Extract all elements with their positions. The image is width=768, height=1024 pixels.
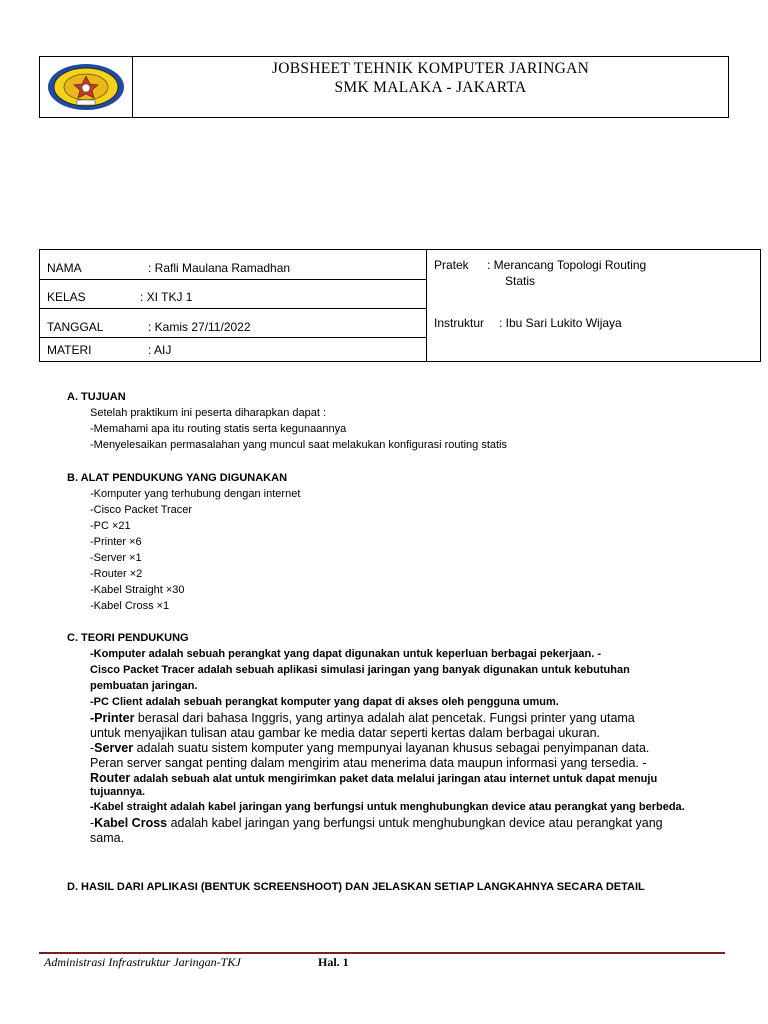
printer-term: -Printer	[90, 711, 135, 725]
pratek-label: Pratek	[434, 258, 469, 272]
kelas-label: KELAS	[47, 290, 86, 304]
nama-label: NAMA	[47, 261, 82, 275]
header-title-line2: SMK MALAKA - JAKARTA	[334, 79, 527, 96]
section-a-item: -Menyelesaikan permasalahan yang muncul saat melakukan konfigurasi routing statis	[90, 439, 508, 451]
info-left-column	[40, 250, 427, 361]
theory-cisco-cont: pembuatan jaringan.	[90, 680, 198, 692]
header-box	[39, 56, 729, 118]
nama-value: : Rafli Maulana Ramadhan	[148, 261, 291, 275]
section-b-item: -Printer ×6	[90, 536, 142, 548]
server-text: adalah suatu sistem komputer yang mempunyai layanan khusus sebagai penyimpanan data.	[133, 741, 650, 755]
theory-printer	[90, 711, 635, 725]
section-b-item: -Kabel Straight ×30	[90, 584, 185, 596]
info-row-nama	[40, 250, 426, 280]
section-a-item: -Memahami apa itu routing statis serta kegunaannya	[90, 423, 347, 435]
theory-cisco: Cisco Packet Tracer adalah sebuah aplikasi simulasi jaringan yang banyak digunakan untuk kebutuhan	[90, 664, 630, 676]
theory-server	[90, 741, 649, 755]
header-title	[133, 57, 728, 117]
section-c-heading: C. TEORI PENDUKUNG	[67, 632, 189, 644]
info-row-kelas	[40, 280, 426, 309]
tanggal-value: : Kamis 27/11/2022	[148, 320, 251, 334]
footer-page-number: Hal. 1	[318, 955, 349, 969]
materi-label: MATERI	[47, 343, 92, 357]
section-b-item: -Kabel Cross ×1	[90, 600, 170, 612]
header-title-line1: JOBSHEET TEHNIK KOMPUTER JARINGAN	[271, 60, 590, 77]
server-dash: -	[90, 741, 95, 755]
theory-printer-cont: untuk menyajikan tulisan atau gambar ke media datar seperti kertas dalam berbagai ukuran.	[90, 726, 601, 740]
router-text: adalah sebuah alat untuk mengirimkan paket data melalui jaringan atau internet untuk dapat menuju	[130, 773, 658, 785]
printer-text: berasal dari bahasa Inggris, yang artinya adalah alat pencetak. Fungsi printer yang utama	[134, 711, 635, 725]
theory-server-cont: Peran server sangat penting dalam mengirim atau menerima data maupun informasi yang tersedia. -	[90, 756, 647, 770]
server-term: Server	[94, 741, 134, 755]
footer-divider	[39, 952, 725, 954]
section-a-intro: Setelah praktikum ini peserta diharapkan dapat :	[90, 407, 327, 419]
section-b-item: -PC ×21	[90, 520, 131, 532]
theory-router	[90, 771, 657, 785]
info-row-materi	[40, 338, 426, 361]
school-logo-icon	[46, 62, 126, 112]
tanggal-label: TANGGAL	[47, 320, 104, 334]
theory-kabel-cross	[90, 816, 663, 830]
section-d-heading: D. HASIL DARI APLIKASI (BENTUK SCREENSHOOT) DAN JELASKAN SETIAP LANGKAHNYA SECARA DETAIL	[67, 881, 645, 893]
cross-text: adalah kabel jaringan yang berfungsi untuk menghubungkan device atau perangkat yang	[167, 816, 663, 830]
school-logo-cell	[40, 57, 133, 117]
router-term: Router	[90, 771, 131, 785]
theory-kabel-straight: -Kabel straight adalah kabel jaringan yang berfungsi untuk menghubungkan device atau perangkat yang berbeda.	[90, 801, 685, 813]
section-b-item: -Server ×1	[90, 552, 142, 564]
pratek-value: : Merancang Topologi Routing	[487, 258, 647, 272]
theory-kabel-cross-cont: sama.	[90, 831, 125, 845]
materi-value: : AIJ	[148, 343, 172, 357]
student-info-table	[39, 249, 761, 362]
theory-pc-client: -PC Client adalah sebuah perangkat komputer yang dapat di akses oleh pengguna umum.	[90, 696, 559, 708]
section-b-item: -Router ×2	[90, 568, 143, 580]
theory-router-cont: tujuannya.	[90, 786, 146, 798]
cross-dash: -	[90, 816, 95, 830]
instruktur-value: : Ibu Sari Lukito Wijaya	[499, 316, 622, 330]
kelas-value: : XI TKJ 1	[140, 290, 193, 304]
section-b-item: -Komputer yang terhubung dengan internet	[90, 488, 301, 500]
section-a-heading: A. TUJUAN	[67, 391, 126, 403]
info-row-tanggal	[40, 309, 426, 338]
theory-komputer: -Komputer adalah sebuah perangkat yang dapat digunakan untuk keperluan berbagai pekerjaan. -	[90, 648, 602, 660]
cross-term: Kabel Cross	[94, 816, 168, 830]
footer-course: Administrasi Infrastruktur Jaringan-TKJ	[44, 955, 241, 969]
pratek-value-line2: Statis	[505, 274, 536, 288]
info-right-column	[427, 250, 760, 361]
section-b-heading: B. ALAT PENDUKUNG YANG DIGUNAKAN	[67, 472, 288, 484]
section-b-item: -Cisco Packet Tracer	[90, 504, 193, 516]
instruktur-label: Instruktur	[434, 316, 485, 330]
